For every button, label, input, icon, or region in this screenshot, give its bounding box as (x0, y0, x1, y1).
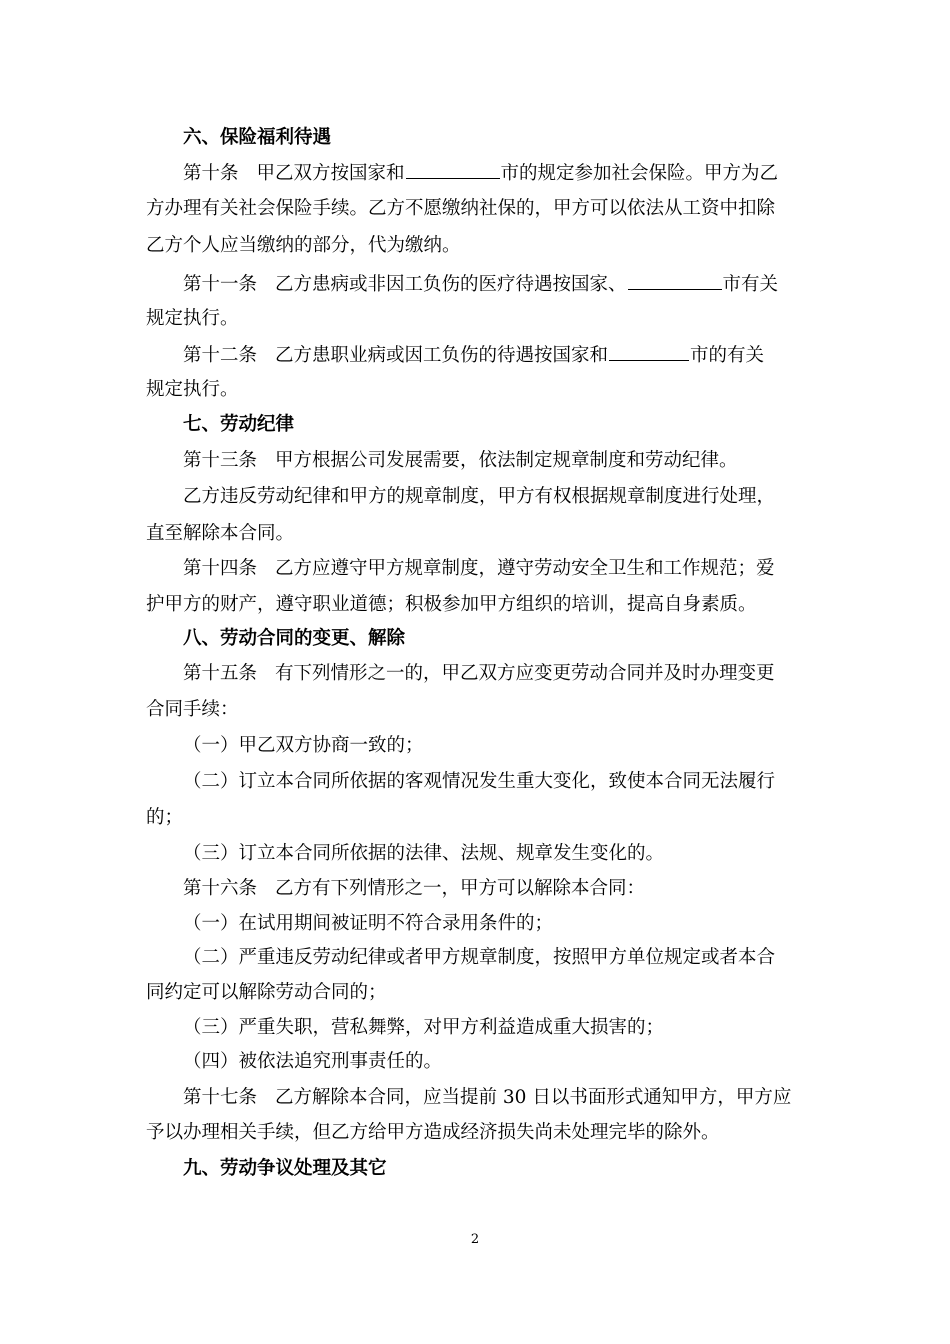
section-heading-disputes: 九、劳动争议处理及其它 (183, 1158, 387, 1179)
article-13-line-1 (183, 449, 843, 473)
article-13-label: 第十三条 (183, 450, 258, 471)
article-13-para-2-line-1: 乙方违反劳动纪律和甲方的规章制度，甲方有权根据规章制度进行处理， (183, 486, 776, 507)
article-17-label: 第十七条 (183, 1087, 258, 1108)
section-heading-contract-change: 八、劳动合同的变更、解除 (183, 628, 406, 649)
article-10-text-a: 甲乙双方按国家和 (256, 163, 405, 184)
article-14-line-2: 护甲方的财产，遵守职业道德；积极参加甲方组织的培训，提高自身素质。 (146, 594, 757, 615)
article-13-text: 甲方根据公司发展需要，依法制定规章制度和劳动纪律。 (275, 450, 738, 471)
article-15-item-3: （三）订立本合同所依据的法律、法规、规章发生变化的。 (183, 843, 665, 864)
city-blank-field (628, 271, 722, 290)
article-16-item-2-line-2: 同约定可以解除劳动合同的； (146, 982, 387, 1003)
article-10-line-2: 方办理有关社会保险手续。乙方不愿缴纳社保的，甲方可以依法从工资中扣除 (146, 198, 776, 219)
article-10-label: 第十条 (183, 163, 239, 184)
article-14-line-1 (183, 557, 843, 581)
article-15-item-2-line-1: （二）订立本合同所依据的客观情况发生重大变化，致使本合同无法履行 (183, 771, 776, 792)
article-15-item-2-line-2: 的； (146, 807, 184, 828)
article-17-line-1 (183, 1086, 843, 1110)
article-13-para-2-line-2: 直至解除本合同。 (146, 523, 295, 544)
article-16-item-4: （四）被依法追究刑事责任的。 (183, 1051, 443, 1072)
article-12-label: 第十二条 (183, 345, 258, 366)
article-14-label: 第十四条 (183, 558, 258, 579)
article-12-line-1 (183, 342, 843, 368)
article-16-text: 乙方有下列情形之一，甲方可以解除本合同： (275, 878, 646, 899)
article-14-text: 乙方应遵守甲方规章制度，遵守劳动安全卫生和工作规范；爱 (275, 558, 775, 579)
article-15-label: 第十五条 (183, 663, 258, 684)
article-11-label: 第十一条 (183, 274, 258, 295)
article-16-item-3: （三）严重失职，营私舞弊，对甲方利益造成重大损害的； (183, 1017, 665, 1038)
article-12-text-b: 市的有关 (690, 345, 765, 366)
article-12-line-2: 规定执行。 (146, 379, 239, 400)
article-15-text: 有下列情形之一的，甲乙双方应变更劳动合同并及时办理变更 (275, 663, 775, 684)
page-number: 2 (470, 1232, 480, 1247)
section-heading-insurance: 六、保险福利待遇 (183, 127, 332, 148)
article-11-text-a: 乙方患病或非因工负伤的医疗待遇按国家、 (275, 274, 627, 295)
city-blank-field (406, 160, 500, 179)
article-11-line-2: 规定执行。 (146, 308, 239, 329)
article-15-item-1: （一）甲乙双方协商一致的； (183, 735, 424, 756)
article-11-line-1 (183, 271, 843, 297)
article-16-label: 第十六条 (183, 878, 258, 899)
article-16-item-2-line-1: （二）严重违反劳动纪律或者甲方规章制度，按照甲方单位规定或者本合 (183, 947, 776, 968)
article-15-line-2: 合同手续： (146, 699, 239, 720)
article-10-text-b: 市的规定参加社会保险。甲方为乙 (500, 163, 779, 184)
article-17-line-2: 予以办理相关手续，但乙方给甲方造成经济损失尚未处理完毕的除外。 (146, 1122, 720, 1143)
article-12-text-a: 乙方患职业病或因工负伤的待遇按国家和 (275, 345, 609, 366)
article-16-item-1: （一）在试用期间被证明不符合录用条件的； (183, 913, 554, 934)
article-16-line-1 (183, 877, 843, 901)
article-10-line-3: 乙方个人应当缴纳的部分，代为缴纳。 (146, 235, 461, 256)
article-15-line-1 (183, 662, 843, 686)
section-heading-discipline: 七、劳动纪律 (183, 414, 295, 435)
article-11-text-b: 市有关 (722, 274, 779, 295)
city-blank-field (609, 342, 689, 361)
article-17-text: 乙方解除本合同，应当提前 30 日以书面形式通知甲方，甲方应 (275, 1087, 792, 1108)
article-10-line-1 (183, 160, 843, 186)
